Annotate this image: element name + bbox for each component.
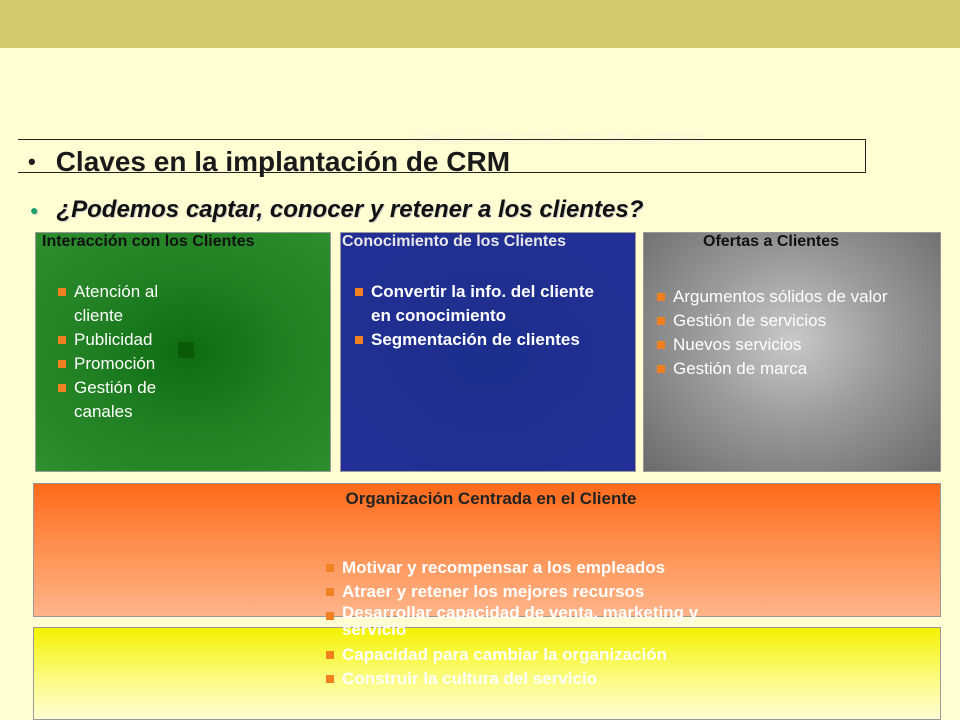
interaccion-list <box>58 280 198 424</box>
list-item: Gestión de marca <box>657 357 897 381</box>
list-item: Capacidad para cambiar la organización <box>326 643 746 667</box>
ofertas-title: Ofertas a Clientes <box>703 233 840 250</box>
organizacion-list <box>326 556 746 691</box>
sub-bullet <box>30 196 643 224</box>
list-item: Construir la cultura del servicio <box>326 667 746 691</box>
bullet-dot-icon: ● <box>30 202 39 218</box>
list-item: Convertir la info. del cliente en conocimiento <box>355 280 605 328</box>
list-item: Promoción <box>58 352 198 376</box>
list-item: Motivar y recompensar a los empleados <box>326 556 746 580</box>
interaccion-title: Interacción con los Clientes <box>42 233 255 250</box>
main-bullet <box>28 146 510 178</box>
top-banner <box>0 0 960 48</box>
list-item: Gestión de canales <box>58 376 198 424</box>
conocimiento-panel <box>340 232 636 472</box>
list-item: Gestión de servicios <box>657 309 897 333</box>
list-item: Desarrollar capacidad de venta, marketing y servicio <box>326 604 746 638</box>
bullet-dot-icon: • <box>28 149 36 174</box>
conocimiento-list <box>355 280 605 352</box>
list-item: Atención al cliente <box>58 280 198 328</box>
list-item: Segmentación de clientes <box>355 328 605 352</box>
slide-watermark-title: CRM: El Cliente como Centro de la Empresa <box>410 128 704 144</box>
list-item: Argumentos sólidos de valor <box>657 285 897 309</box>
conocimiento-title: Conocimiento de los Clientes <box>342 233 567 250</box>
list-item: Nuevos servicios <box>657 333 897 357</box>
main-bullet-text: Claves en la implantación de CRM <box>55 146 511 177</box>
list-item: Publicidad <box>58 328 198 352</box>
list-item: Atraer y retener los mejores recursos <box>326 580 746 604</box>
sub-bullet-text: ¿Podemos captar, conocer y retener a los clientes? <box>56 196 644 223</box>
organizacion-title: Organización Centrada en el Cliente <box>345 489 637 508</box>
ofertas-list <box>657 285 897 381</box>
